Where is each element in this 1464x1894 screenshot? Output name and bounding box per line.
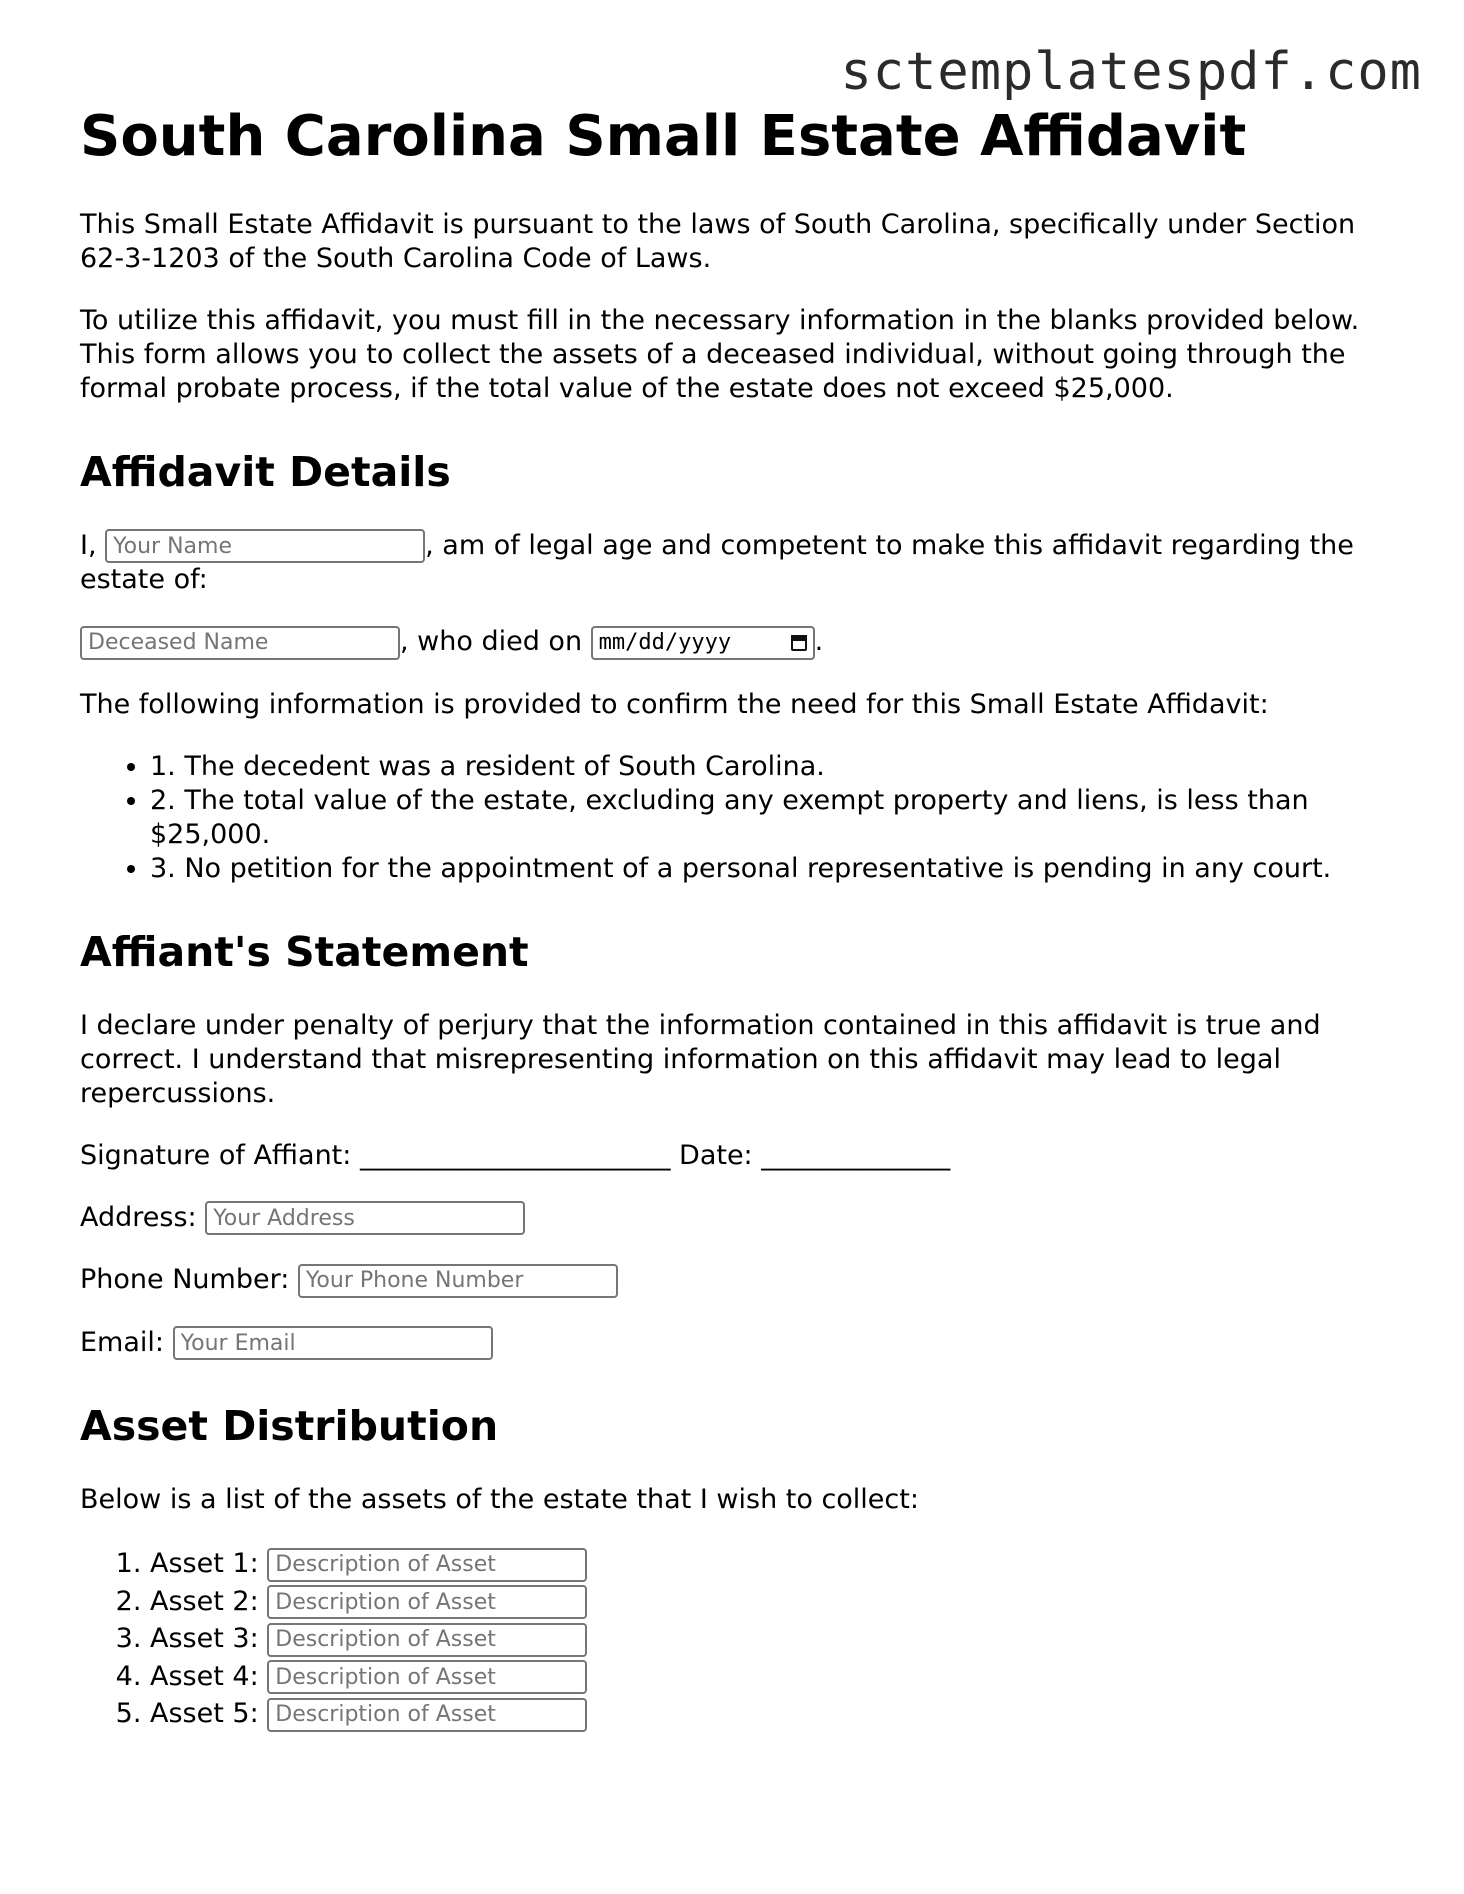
assets-list xyxy=(80,1545,1390,1733)
statement-text: I declare under penalty of perjury that the information contained in this affidavit is true and correct. I understand that misrepresenting information on this affidavit may lead to legal repercussions. xyxy=(80,1009,1321,1109)
list-item: • 3. No petition for the appointment of a personal representative is pending in any court. xyxy=(150,852,1390,886)
deceased-line xyxy=(80,625,1390,660)
email-label: Email: xyxy=(80,1326,165,1358)
list-item xyxy=(150,1545,1390,1583)
assets-lead: Below is a list of the assets of the estate that I wish to collect: xyxy=(80,1484,919,1516)
asset-1-input[interactable] xyxy=(267,1548,587,1582)
asset-label: Asset 1: xyxy=(150,1548,259,1580)
asset-distribution-heading: Asset Distribution xyxy=(80,1402,499,1451)
date-of-death-input[interactable] xyxy=(591,626,815,660)
period: . xyxy=(814,626,824,658)
list-item: • 1. The decedent was a resident of South Carolina. xyxy=(150,750,1390,784)
asset-2-input[interactable] xyxy=(267,1585,587,1619)
address-row xyxy=(80,1201,1390,1236)
conditions-list xyxy=(80,750,1390,886)
affiant-prefix: I, xyxy=(80,529,97,561)
list-item: • 2. The total value of the estate, excluding any exempt property and liens, is less than $25,000. xyxy=(150,784,1390,852)
affiant-name-suffix: , am of legal age and competent to make this affidavit regarding the estate of: xyxy=(80,529,1354,596)
asset-label: Asset 5: xyxy=(150,1698,259,1730)
conditions-lead: The following information is provided to confirm the need for this Small Estate Affidavit: xyxy=(80,688,1269,720)
page-title: South Carolina Small Estate Affidavit xyxy=(80,104,1247,169)
intro-paragraph-2: To utilize this affidavit, you must fill in the necessary information in the blanks provided below. This form allows you to collect the assets of a deceased individual, without going through the formal probate process, if the total value of the estate does not exceed $25,000. xyxy=(80,304,1360,404)
phone-input[interactable] xyxy=(298,1264,618,1298)
asset-4-input[interactable] xyxy=(267,1660,587,1694)
watermark: sctemplatespdf.com xyxy=(840,42,1422,102)
asset-3-input[interactable] xyxy=(267,1623,587,1657)
affiant-name-input[interactable] xyxy=(105,529,425,563)
died-on-label: , who died on xyxy=(400,626,583,658)
asset-5-input[interactable] xyxy=(267,1698,587,1732)
date-placeholder: mm/dd/yyyy xyxy=(598,629,732,655)
asset-label: Asset 4: xyxy=(150,1660,259,1692)
list-item xyxy=(150,1583,1390,1621)
address-input[interactable] xyxy=(205,1201,525,1235)
phone-row xyxy=(80,1263,1390,1298)
address-label: Address: xyxy=(80,1201,197,1233)
list-item xyxy=(150,1695,1390,1733)
phone-label: Phone Number: xyxy=(80,1264,290,1296)
affidavit-details-heading: Affidavit Details xyxy=(80,447,451,496)
email-row xyxy=(80,1326,1390,1361)
intro-paragraph-1: This Small Estate Affidavit is pursuant to the laws of South Carolina, specifically under Section 62-3-1203 of the South Carolina Code of Laws. xyxy=(80,208,1356,274)
affiant-statement-heading: Affiant's Statement xyxy=(80,927,529,976)
deceased-name-input[interactable] xyxy=(80,626,400,660)
asset-label: Asset 2: xyxy=(150,1585,259,1617)
affiant-name-line xyxy=(80,529,1390,598)
signature-line: Signature of Affiant: _______________________ Date: ______________ xyxy=(80,1139,951,1171)
calendar-icon[interactable] xyxy=(791,635,807,651)
list-item xyxy=(150,1620,1390,1658)
affidavit-form xyxy=(80,96,1390,1733)
asset-label: Asset 3: xyxy=(150,1623,259,1655)
email-input[interactable] xyxy=(173,1326,493,1360)
list-item xyxy=(150,1658,1390,1696)
